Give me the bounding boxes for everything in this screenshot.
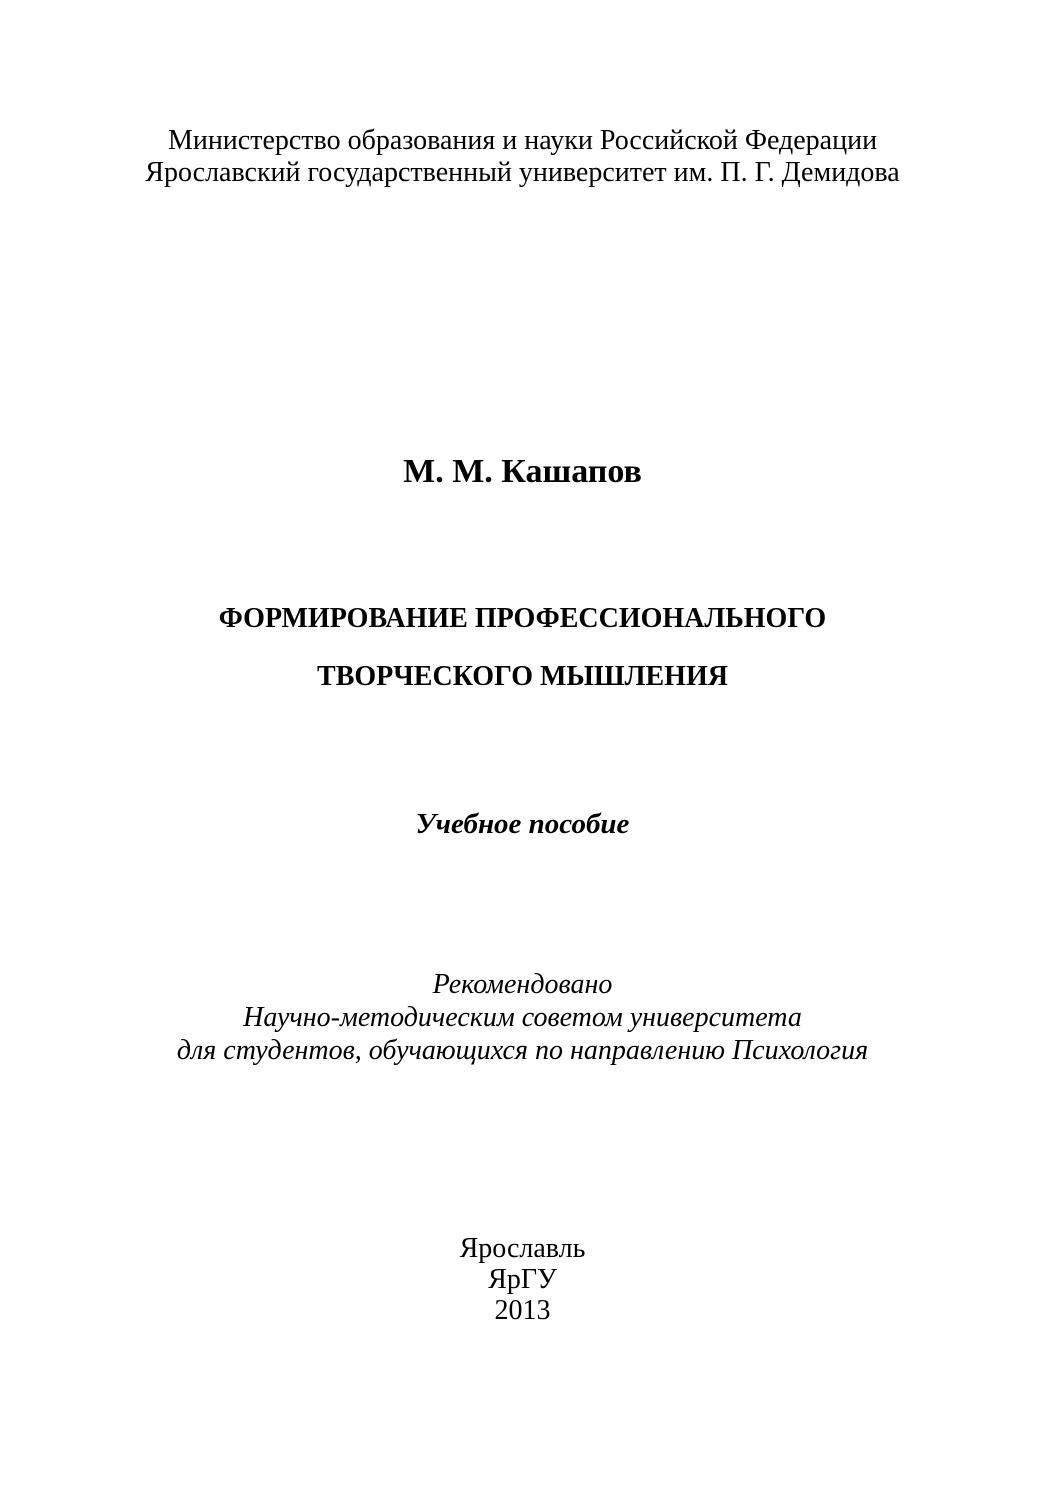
author-name: М. М. Кашапов xyxy=(403,453,642,490)
institution-header xyxy=(0,125,1045,189)
book-title xyxy=(0,590,1045,706)
university-line: Ярославский государственный университет им. П. Г. Демидова xyxy=(145,157,900,188)
imprint-year: 2013 xyxy=(494,1295,551,1326)
recommendation-line-3: для студентов, обучающихся по направлению Психология xyxy=(176,1035,869,1066)
publication-type: Учебное пособие xyxy=(415,808,630,840)
ministry-line: Министерство образования и науки Российской Федерации xyxy=(167,125,878,156)
imprint xyxy=(0,1233,1045,1326)
book-title-line-2: ТВОРЧЕСКОГО МЫШЛЕНИЯ xyxy=(317,661,728,692)
book-title-line-1: ФОРМИРОВАНИЕ ПРОФЕССИОНАЛЬНОГО xyxy=(218,603,827,634)
recommendation-note xyxy=(0,968,1045,1067)
recommendation-line-1: Рекомендовано xyxy=(432,969,613,1000)
imprint-city: Ярославль xyxy=(459,1233,586,1264)
imprint-publisher: ЯрГУ xyxy=(488,1264,557,1295)
recommendation-line-2: Научно-методическим советом университета xyxy=(243,1002,802,1033)
